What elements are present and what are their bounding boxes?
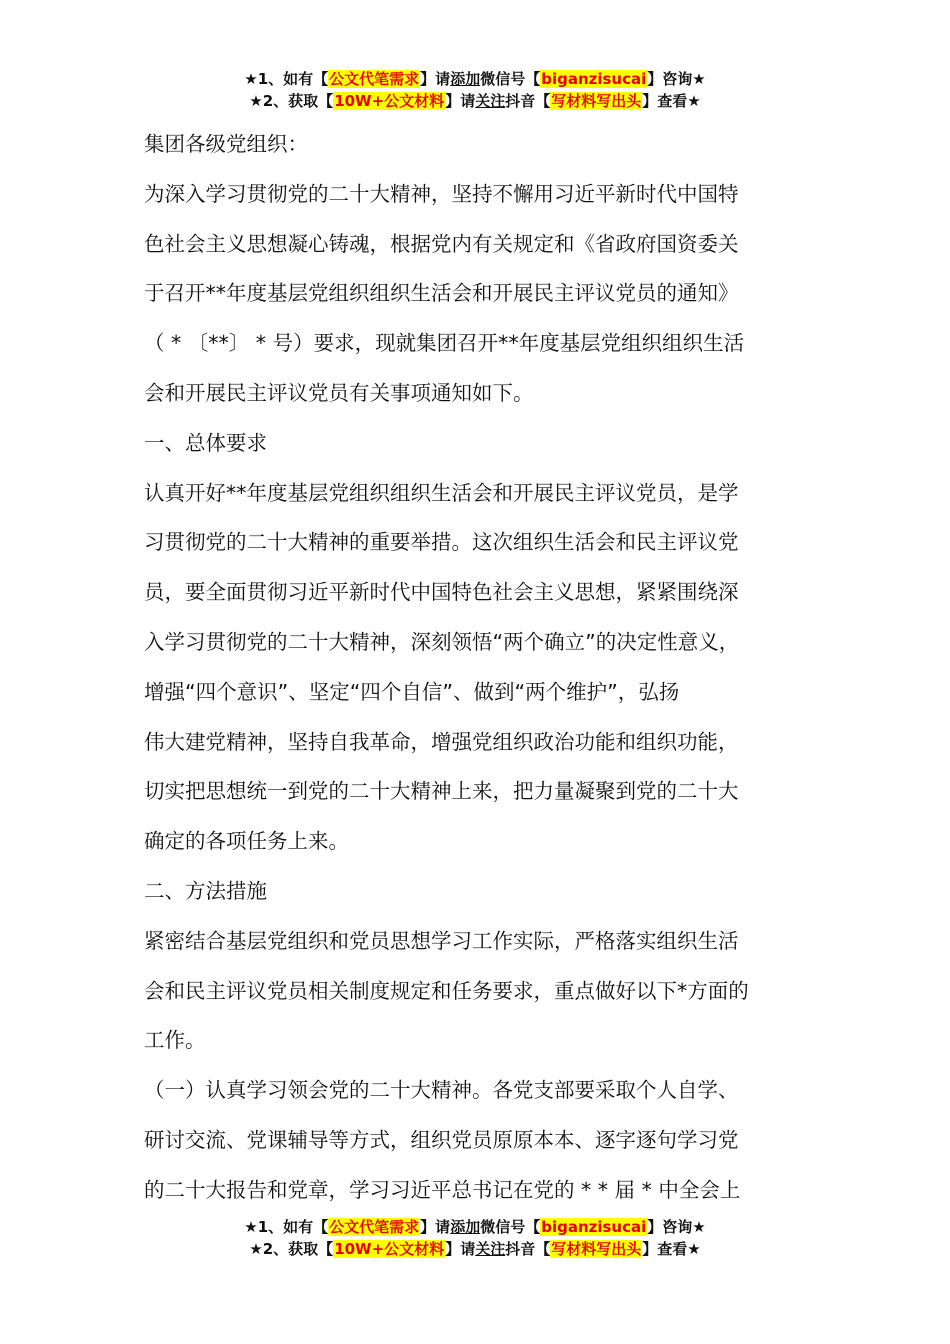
section-heading-2: 二、方法措施	[144, 878, 267, 903]
promo-underline: 添加	[450, 1218, 481, 1236]
promo-line-2	[0, 1239, 950, 1261]
promo-line-1	[0, 69, 950, 91]
promo-line-2	[0, 91, 950, 113]
doc-line: 伟大建党精神，坚持自我革命，增强党组织政治功能和组织功能，	[144, 729, 739, 754]
wechat-id: biganzisucai	[541, 70, 647, 88]
promo-text: ★1、如有【	[244, 70, 329, 88]
doc-line: 切实把思想统一到党的二十大精神上来，把力量凝聚到党的二十大	[144, 779, 739, 804]
promo-text: 】请	[420, 1218, 451, 1236]
promo-text: 微信号【	[480, 70, 541, 88]
doc-line: 认真开好**年度基层党组织组织生活会和开展民主评议党员，是学	[144, 480, 739, 505]
promo-highlight: 公文代笔需求	[329, 70, 420, 88]
promo-text: 】咨询★	[647, 70, 706, 88]
promo-text: 】查看★	[642, 92, 701, 110]
promo-text: ★1、如有【	[244, 1218, 329, 1236]
doc-line: 为深入学习贯彻党的二十大精神，坚持不懈用习近平新时代中国特	[144, 181, 739, 206]
doc-line: 的二十大报告和党章，学习习近平总书记在党的 * * 届 * 中全会上	[144, 1177, 741, 1202]
doc-line: 入学习贯彻党的二十大精神，深刻领悟“两个确立”的决定性意义，	[144, 629, 740, 654]
section-heading-1: 一、总体要求	[144, 430, 267, 455]
promo-text: 】请	[445, 1240, 476, 1258]
promo-text: 】请	[445, 92, 476, 110]
promo-text: ★2、获取【	[249, 92, 334, 110]
doc-line: 习贯彻党的二十大精神的重要举措。这次组织生活会和民主评议党	[144, 530, 739, 555]
promo-underline: 关注	[475, 1240, 506, 1258]
doc-line: 工作。	[144, 1028, 206, 1053]
top-promo-banner	[0, 69, 950, 113]
promo-text: 】查看★	[642, 1240, 701, 1258]
doc-line: 于召开**年度基层党组织组织生活会和开展民主评议党员的通知》	[144, 281, 739, 306]
bottom-promo-banner	[0, 1217, 950, 1261]
promo-highlight: 公文代笔需求	[329, 1218, 420, 1236]
doc-line: 会和民主评议党员相关制度规定和任务要求，重点做好以下*方面的	[144, 978, 749, 1003]
promo-text: 微信号【	[480, 1218, 541, 1236]
doc-line: 确定的各项任务上来。	[144, 829, 349, 854]
promo-line-1	[0, 1217, 950, 1239]
doc-line: 员，要全面贯彻习近平新时代中国特色社会主义思想，紧紧围绕深	[144, 580, 739, 605]
promo-text: 抖音【	[505, 1240, 551, 1258]
doc-line: 集团各级党组织：	[144, 132, 308, 156]
promo-highlight: 10W+公文材料	[334, 92, 445, 110]
douyin-id: 写材料写出头	[551, 1240, 642, 1258]
promo-underline: 关注	[475, 92, 506, 110]
doc-line: （ * 〔**〕 * 号）要求，现就集团召开**年度基层党组织组织生活	[144, 331, 745, 356]
doc-line: 增强“四个意识”、坚定“四个自信”、做到“两个维护”，弘扬	[144, 679, 680, 704]
doc-line: 色社会主义思想凝心铸魂，根据党内有关规定和《省政府国资委关	[144, 231, 739, 256]
promo-highlight: 10W+公文材料	[334, 1240, 445, 1258]
promo-text: 】请	[420, 70, 451, 88]
promo-underline: 添加	[450, 70, 481, 88]
promo-text: 】咨询★	[647, 1218, 706, 1236]
promo-text: 抖音【	[505, 92, 551, 110]
doc-line: （一）认真学习领会党的二十大精神。各党支部要采取个人自学、	[144, 1078, 739, 1103]
doc-line: 研讨交流、党课辅导等方式，组织党员原原本本、逐字逐句学习党	[144, 1127, 739, 1152]
doc-line: 会和开展民主评议党员有关事项通知如下。	[144, 380, 534, 405]
promo-text: ★2、获取【	[249, 1240, 334, 1258]
document-body	[144, 120, 834, 1216]
douyin-id: 写材料写出头	[551, 92, 642, 110]
wechat-id: biganzisucai	[541, 1218, 647, 1236]
doc-line: 紧密结合基层党组织和党员思想学习工作实际，严格落实组织生活	[144, 928, 739, 953]
